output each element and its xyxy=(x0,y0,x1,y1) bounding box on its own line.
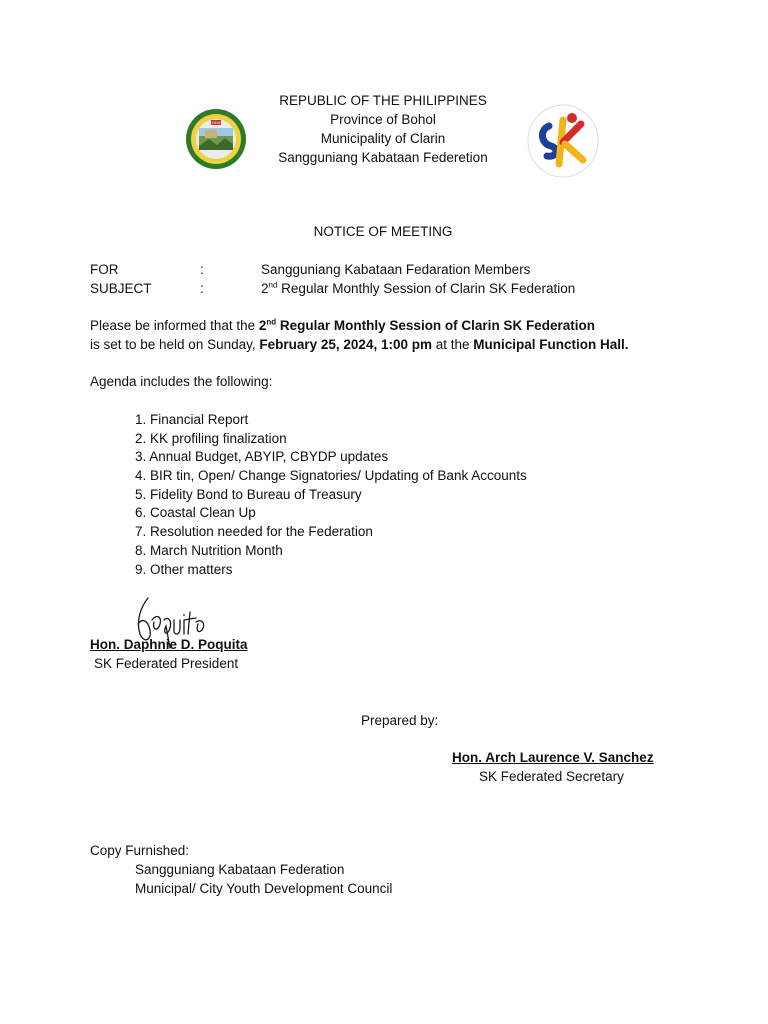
for-colon: : xyxy=(200,262,204,277)
agenda-item: 9. Other matters xyxy=(135,562,233,577)
agenda-item: 3. Annual Budget, ABYIP, CBYDP updates xyxy=(135,449,389,464)
copy-furnished-label: Copy Furnished: xyxy=(90,843,190,858)
prepared-label: Prepared by: xyxy=(361,713,439,728)
subject-value: 2nd Regular Monthly Session of Clarin SK Federation xyxy=(261,280,576,296)
subject-colon: : xyxy=(200,281,204,296)
agenda-item: 7. Resolution needed for the Federation xyxy=(135,524,373,539)
signatory-name: Hon. Daphnie D. Poquita xyxy=(90,637,248,652)
agenda-item: 2. KK profiling finalization xyxy=(135,431,287,446)
header-federation: Sangguniang Kabataan Federetion xyxy=(278,150,488,165)
for-value: Sangguniang Kabataan Fedaration Members xyxy=(261,262,531,277)
body-line-2: is set to be held on Sunday, February 25, 2024, 1:00 pm at the Municipal Function Hall. xyxy=(90,337,629,352)
agenda-item: 8. March Nutrition Month xyxy=(135,543,283,558)
subject-label: SUBJECT xyxy=(90,281,152,296)
signatory-title: SK Federated President xyxy=(94,656,239,671)
header-republic: REPUBLIC OF THE PHILIPPINES xyxy=(279,93,487,108)
seal-year: 1919 xyxy=(211,120,221,125)
copy-recipient: Municipal/ City Youth Development Council xyxy=(135,881,393,896)
body-line-1: Please be informed that the 2nd Regular Monthly Session of Clarin SK Federation xyxy=(90,317,595,333)
agenda-item: 4. BIR tin, Open/ Change Signatories/ Updating of Bank Accounts xyxy=(135,468,527,483)
notice-title: NOTICE OF MEETING xyxy=(313,224,453,239)
header-municipality: Municipality of Clarin xyxy=(320,131,446,146)
preparer-title: SK Federated Secretary xyxy=(479,769,624,784)
preparer-name: Hon. Arch Laurence V. Sanchez xyxy=(452,750,654,765)
agenda-item: 1. Financial Report xyxy=(135,412,249,427)
agenda-item: 6. Coastal Clean Up xyxy=(135,505,256,520)
sk-logo xyxy=(527,104,599,181)
for-label: FOR xyxy=(90,262,119,277)
header-province: Province of Bohol xyxy=(330,112,436,127)
agenda-item: 5. Fidelity Bond to Bureau of Treasury xyxy=(135,487,362,502)
agenda-intro: Agenda includes the following: xyxy=(90,374,273,389)
copy-recipient: Sangguniang Kabataan Federation xyxy=(135,862,345,877)
